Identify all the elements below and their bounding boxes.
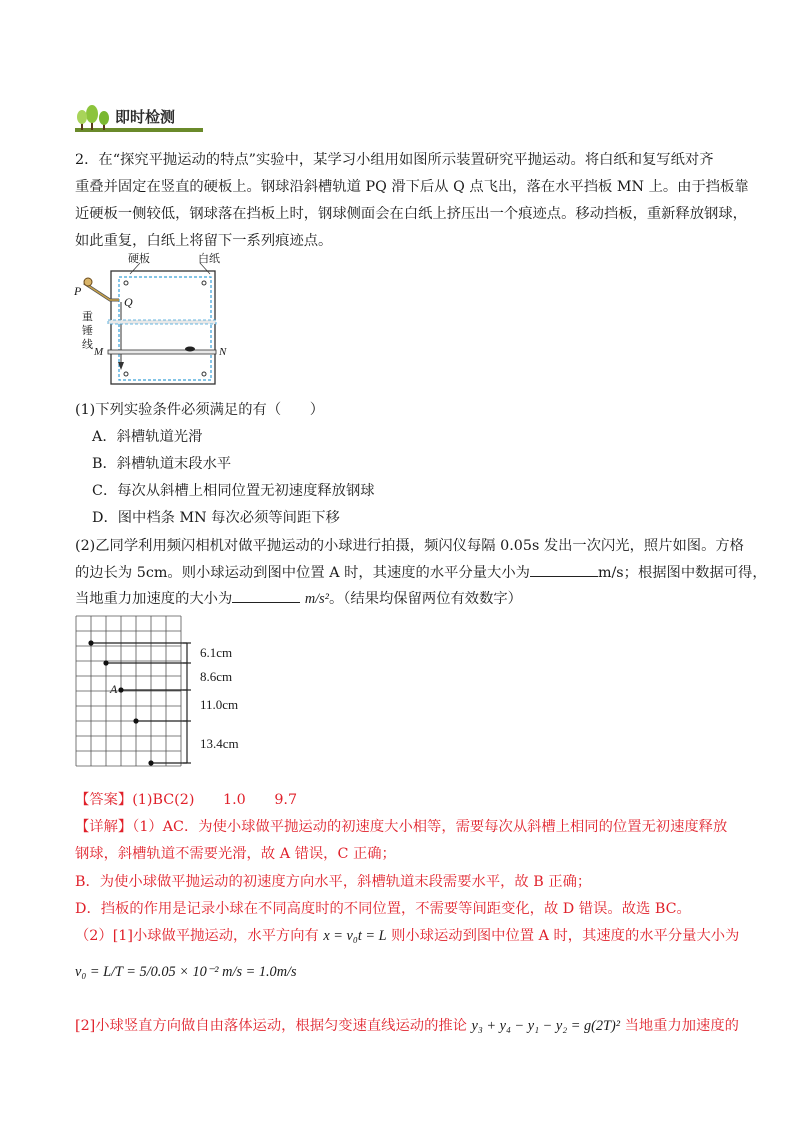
detail-line-2: 钢球，斜槽轨道不需要光滑，故 A 错误，C 正确； [75,846,396,862]
equation-horizontal: x = v₀t = L [323,928,387,944]
detail-line-1: 【详解】（1）AC．为使小球做平抛运动的初速度大小相等，需要每次从斜槽上相同的位置无初速度释放 [75,819,728,835]
question-number: 2． [75,152,99,168]
option-c: C．每次从斜槽上相同位置无初速度释放钢球 [92,483,375,499]
answer-label: 【答案】 [75,792,133,808]
label-paper: 白纸 [198,252,220,265]
label-n: N [219,346,227,358]
question-stem-line-1: 2．在“探究平抛运动的特点”实验中，某学习小组用如图所示装置研究平抛运动。将白纸和复写纸对齐 [75,152,714,168]
distance-3: 11.0cm [200,697,239,712]
unit-accel: m/s² [304,591,329,607]
section-title: 即时检测 [115,108,176,126]
option-d: D．图中档条 MN 每次必须等间距下移 [92,510,340,526]
detail-line-5: （2）[1]小球做平抛运动，水平方向有 x = v₀t = L 则小球运动到图中位置 A 时，其速度的水平分量大小为 [75,928,740,944]
part1-prompt: (1)下列实验条件必须满足的有（ ） [75,402,324,418]
detail-line-3: B．为使小球做平抛运动的初速度方向水平，斜槽轨道末段需要水平，故 B 正确； [75,874,592,890]
detail-line-4: D．挡板的作用是记录小球在不同高度时的不同位置，不需要等间距变化，故 D 错误。故选 BC。 [75,901,691,917]
label-plumb-3: 线 [82,338,93,351]
point-a-label: A [110,682,118,696]
answer-blank-1[interactable] [530,562,598,577]
answer-line [75,790,297,810]
apparatus-figure [70,250,230,390]
distance-1: 6.1cm [200,645,233,660]
answer-content: (1)BC(2) 1.0 9.7 [132,792,298,808]
detail-label: 【详解】 [75,819,133,835]
option-a: A．斜槽轨道光滑 [92,429,203,445]
part2-line-2: 的边长为 5cm。则小球运动到图中位置 A 时，其速度的水平分量大小为 m/s；根据图中数据可得， [75,562,767,583]
label-board: 硬板 [128,252,150,265]
question-stem-line-4: 如此重复，白纸上将留下一系列痕迹点。 [75,233,333,249]
distance-2: 8.6cm [200,669,233,684]
part2-line-1: (2)乙同学利用频闪相机对做平抛运动的小球进行拍摄，频闪仪每隔 0.05s 发出一次闪光，照片如图。方格 [75,538,744,554]
label-q: Q [124,295,133,309]
apparatus-diagram [70,250,230,390]
label-m: M [94,346,104,358]
formula-v0: v₀ = L/T = 5/0.05 × 10⁻² m/s = 1.0m/s [75,964,297,980]
question-stem-line-2: 重叠并固定在竖直的硬板上。钢球沿斜槽轨道 PQ 滑下后从 Q 点飞出，落在水平挡板 MN 上。由于挡板靠 [75,179,749,195]
section-header [75,104,203,134]
detail-line-7: [2]小球竖直方向做自由落体运动，根据匀变速直线运动的推论 y₃ + y₄ − y₁ − y₂ = g(2T)² 当地重力加速度的 [75,1018,739,1034]
strobe-grid [72,612,272,772]
strobe-figure [72,612,272,772]
option-b: B．斜槽轨道末段水平 [92,456,232,472]
answer-blank-2[interactable] [232,588,300,603]
equation-vertical: y₃ + y₄ − y₁ − y₂ = g(2T)² [471,1018,621,1034]
part2-line-3: 当地重力加速度的大小为 m/s²。（结果均保留两位有效数字） [75,588,522,609]
label-plumb-2: 锤 [82,324,93,337]
question-stem-line-3: 近硬板一侧较低，钢球落在挡板上时，钢球侧面会在白纸上挤压出一个痕迹点。移动挡板，重新释放钢球， [75,206,747,222]
label-plumb-1: 重 [82,310,93,323]
label-p: P [74,284,82,298]
distance-4: 13.4cm [200,736,239,751]
